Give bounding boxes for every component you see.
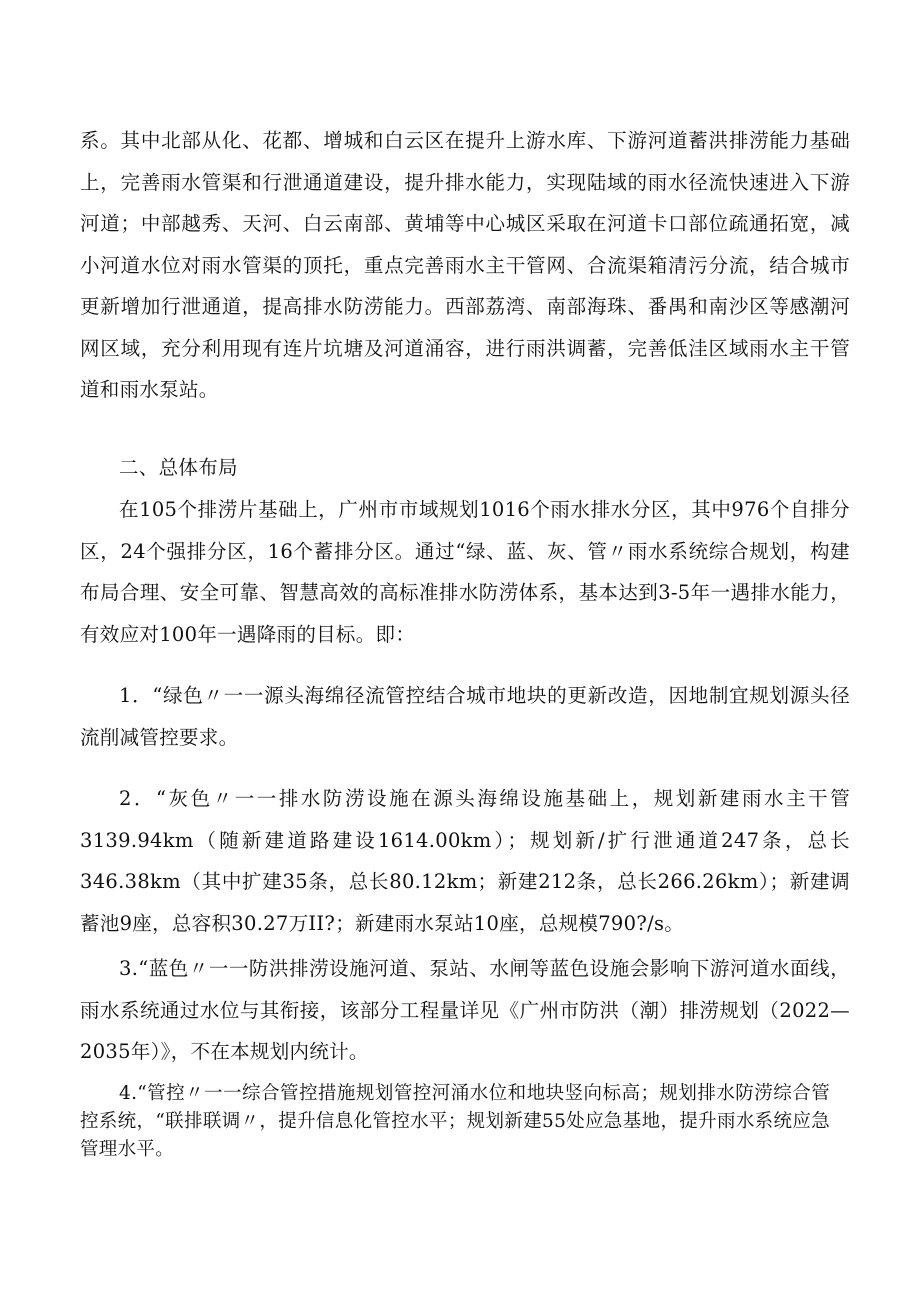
list-item-grey: 2．“灰色〃一一排水防涝设施在源头海绵设施基础上，规划新建雨水主干管3139.94km（随新建道路建设1614.00km）；规划新/扩行泄通道247条，总长346.38km（其中扩建35条，总长80.12km；新建212条，总长266.26km）；新建调蓄池9座，总容积30.27万II?；新建雨水泵站10座，总规模790?/s。: [80, 787, 850, 935]
list-item-green: 1．“绿色〃一一源头海绵径流管控结合城市地块的更新改造，因地制宜规划源头径流削减管控要求。: [80, 684, 850, 749]
list-item-blue: 3.“蓝色〃一一防洪排涝设施河道、泵站、水闸等蓝色设施会影响下游河道水面线，雨水系统通过水位与其衔接，该部分工程量详见《广州市防洪（潮）排涝规划（2022—2035年）》，不在本规划内统计。: [80, 957, 850, 1063]
paragraph-drainage-regions: 系。其中北部从化、花都、增城和白云区在提升上游水库、下游河道蓄洪排涝能力基础上，完善雨水管渠和行泄通道建设，提升排水能力，实现陆域的雨水径流快速进入下游河道；中部越秀、天河、白云南部、黄埔等中心城区采取在河道卡口部位疏通拓宽，减小河道水位对雨水管渠的顶托，重点完善雨水主干管网、合流渠箱清污分流，结合城市更新增加行泄通道，提高排水防涝能力。西部荔湾、南部海珠、番禺和南沙区等感潮河网区域，充分利用现有连片坑塘及河道涌容，进行雨洪调蓄，完善低洼区域雨水主干管道和雨水泵站。: [80, 129, 850, 401]
paragraph-overall-layout: 在105个排涝片基础上，广州市市域规划1016个雨水排水分区，其中976个自排分区，24个强排分区，16个蓄排分区。通过“绿、蓝、灰、管〃雨水系统综合规划，构建布局合理、安全可靠、智慧高效的高标准排水防涝体系，基本达到3-5年一遇排水能力，有效应对100年一遇降雨的目标。即：: [80, 498, 850, 646]
section-heading-overall-layout: 二、总体布局: [119, 456, 238, 479]
list-item-control: 4.“管控〃一一综合管控措施规划管控河涌水位和地块竖向标高；规划排水防涝综合管控系统，“联排联调〃，提升信息化管控水平；规划新建55处应急基地，提升雨水系统应急管理水平。: [80, 1083, 830, 1160]
